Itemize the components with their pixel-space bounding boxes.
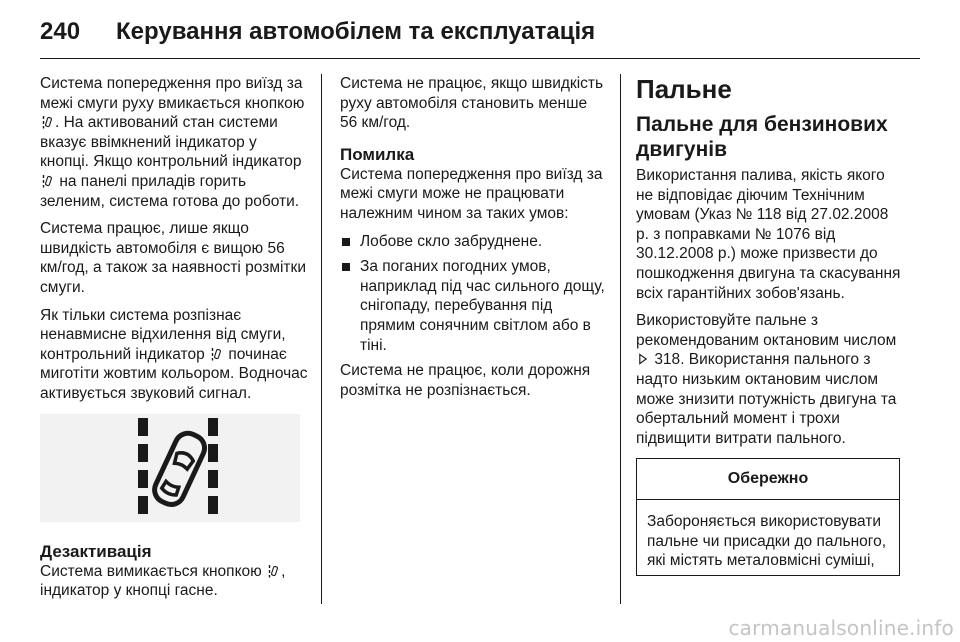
text-segment: на панелі приладів горить зеленим, система готова до роботи. (40, 172, 300, 210)
caution-title: Обережно (637, 459, 899, 500)
paragraph-error-intro: Система попередження про виїзд за межі смуги може не працювати належним чином за таких умов: (340, 165, 603, 222)
conditions-list (340, 232, 608, 356)
deactivation-heading: Дезактивація (40, 541, 152, 561)
column-divider-2 (620, 74, 621, 604)
list-item (340, 257, 608, 355)
caution-box (636, 458, 900, 575)
column-1 (40, 74, 308, 609)
text-segment: Система вимикається кнопкою (40, 562, 262, 580)
text-segment: , індикатор у кнопці гасне. (40, 562, 286, 600)
paragraph-low-speed: Система не працює, якщо швидкість руху автомобіля становить менше 56 км/год. (340, 75, 604, 132)
error-heading: Помилка (340, 144, 415, 164)
header-divider (40, 58, 920, 59)
bullet-icon (342, 263, 350, 271)
lane-departure-icon (42, 115, 53, 129)
text-segment: Як тільки система розпізнає ненавмисне відхилення від смуги, контрольний індикатор (40, 306, 286, 363)
caution-text: Забороняється використовувати пальне чи присадки до пального, які містять металовмісні суміші, (647, 512, 887, 570)
petrol-fuel-heading: Пальне для бензинових двигунів (636, 113, 888, 161)
paragraph-deactivation (40, 562, 308, 601)
paragraph-fuel-quality: Використання палива, якість якого не відповідає діючим Технічним умовам (Указ № 118 від 27.02.2008 р. з поправками № 1076 від 30.12.2008 р.) може призвести до пошкодження двигуна та скасування всіх гарантійних зобов'язань. (636, 167, 901, 302)
text-segment: Система попередження про виїзд за межі смуги руху вмикається кнопкою (40, 75, 305, 112)
list-item-text: За поганих погодних умов, наприклад під час сильного дощу, снігопаду, перебування під прямим сонячним світлом або в тіні. (360, 258, 605, 354)
column-divider-1 (321, 74, 322, 604)
column-3 (636, 74, 904, 576)
paragraph-warning (40, 306, 308, 404)
page-reference-link[interactable]: 318 (654, 351, 681, 369)
page-number: 240 (40, 18, 81, 45)
list-item (340, 232, 608, 252)
watermark: carmanualsonline.info (728, 616, 954, 640)
bullet-icon (342, 238, 350, 246)
text-segment: починає миготіти жовтим кольором. Водночас активується звуковий сигнал. (40, 345, 308, 402)
lane-departure-icon (42, 174, 53, 188)
lane-departure-icon (40, 414, 300, 522)
lane-departure-illustration (40, 414, 300, 522)
page-header (40, 18, 920, 58)
list-item-text: Лобове скло забруднене. (360, 232, 543, 250)
paragraph-speed: Система працює, лише якщо швидкість автомобіля є вищою 56 км/год, а також за наявності розмітки смуги. (40, 220, 306, 296)
text-segment: . Використання пального з надто низьким октановим числом може знизити потужність двигуна та обертальний момент і трохи підвищити витрати пального. (636, 351, 897, 447)
paragraph-activation (40, 74, 308, 211)
text-segment: . На активований стан системи вказує ввімкнений індикатор у кнопці. Якщо контрольний індикатор (40, 114, 302, 171)
lane-departure-icon (268, 564, 279, 578)
fuel-heading: Пальне (636, 74, 732, 104)
chapter-title: Керування автомобілем та експлуатація (116, 18, 596, 45)
paragraph-octane (636, 311, 904, 448)
column-2 (340, 74, 608, 408)
lane-departure-icon (211, 347, 222, 361)
reference-arrow-icon (638, 352, 648, 366)
text-segment: Використовуйте пальне з рекомендованим октановим числом (636, 312, 897, 349)
paragraph-no-markings: Система не працює, коли дорожня розмітка не розпізнається. (340, 362, 591, 399)
